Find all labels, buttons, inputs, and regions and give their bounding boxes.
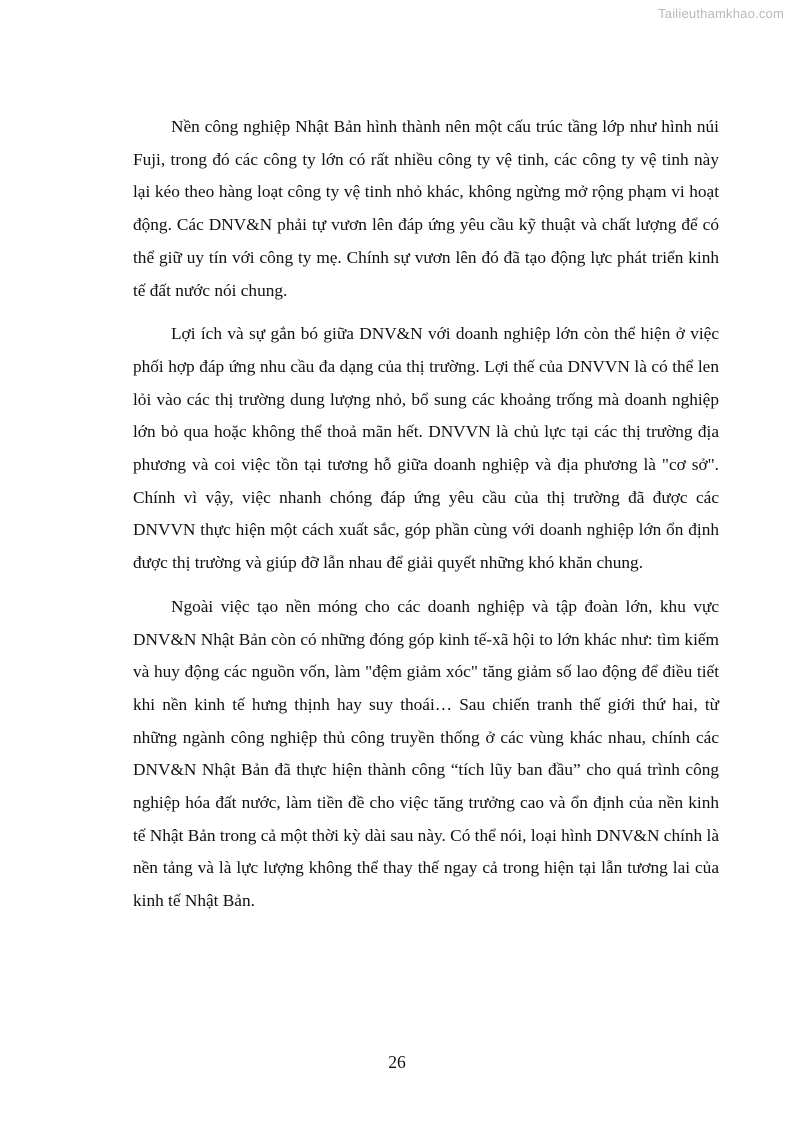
paragraph-3: Ngoài việc tạo nền móng cho các doanh nghiệp và tập đoàn lớn, khu vực DNV&N Nhật Bản còn có những đóng góp kinh tế-xã hội to lớn khác như: tìm kiếm và huy động các nguồn vốn, làm "đệm giảm xóc" tăng giảm số lao động để điều tiết khi nền kinh tế hưng thịnh hay suy thoái… Sau chiến tranh thế giới thứ hai, từ những ngành công nghiệp thủ công truyền thống ở các vùng khác nhau, chính các DNV&N Nhật Bản đã thực hiện thành công “tích lũy ban đầu” cho quá trình công nghiệp hóa đất nước, làm tiền đề cho việc tăng trưởng cao và ổn định của nền kinh tế Nhật Bản trong cả một thời kỳ dài sau này. Có thể nói, loại hình DNV&N chính là nền tảng và là lực lượng không thể thay thế ngay cả trong hiện tại lẫn tương lai của kinh tế Nhật Bản. (133, 596, 719, 911)
paragraph-2: Lợi ích và sự gắn bó giữa DNV&N với doanh nghiệp lớn còn thể hiện ở việc phối hợp đáp ứng nhu cầu đa dạng của thị trường. Lợi thế của DNVVN là có thể len lỏi vào các thị trường dung lượng nhỏ, bổ sung các khoảng trống mà doanh nghiệp lớn bỏ qua hoặc không thể thoả mãn hết. DNVVN là chủ lực tại các thị trường địa phương và coi việc tồn tại tương hỗ giữa doanh nghiệp và địa phương là "cơ sở". Chính vì vậy, việc nhanh chóng đáp ứng yêu cầu của thị trường đã được các DNVVN thực hiện một cách xuất sắc, góp phần cùng với doanh nghiệp lớn ổn định được thị trường và giúp đỡ lẫn nhau để giải quyết những khó khăn chung. (133, 324, 719, 573)
watermark: Tailieuthamkhao.com (658, 6, 784, 21)
page-number: 26 (388, 1052, 406, 1072)
document-body (133, 111, 719, 929)
paragraph-1: Nền công nghiệp Nhật Bản hình thành nên một cấu trúc tầng lớp như hình núi Fuji, trong đó các công ty lớn có rất nhiều công ty vệ tinh, các công ty vệ tinh này lại kéo theo hàng loạt công ty vệ tinh nhỏ khác, không ngừng mở rộng phạm vi hoạt động. Các DNV&N phải tự vươn lên đáp ứng yêu cầu kỹ thuật và chất lượng để có thể giữ uy tín với công ty mẹ. Chính sự vươn lên đó đã tạo động lực phát triển kinh tế đất nước nói chung. (133, 117, 719, 300)
